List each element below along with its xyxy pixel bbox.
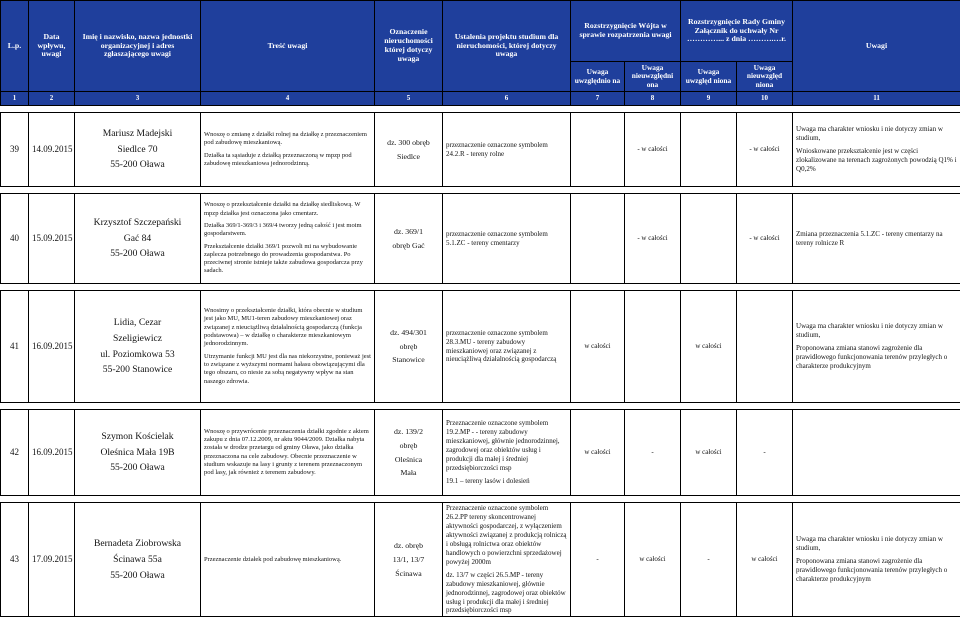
author-line: Krzysztof Szczepański	[78, 217, 197, 229]
plan-provisions	[443, 503, 571, 617]
property-line: dz. 369/1	[378, 227, 439, 237]
rada-rejected-cell: - w całości	[737, 194, 793, 284]
property-line: Siedlce	[378, 152, 439, 162]
property-line: dz. 494/301	[378, 328, 439, 338]
submission-date: 16.09.2015	[29, 410, 75, 496]
author-cell	[75, 410, 201, 496]
column-numbers-row	[1, 92, 960, 106]
spacer-cell	[1, 284, 960, 291]
author-line: 55-200 Stanowice	[78, 364, 197, 376]
author-cell	[75, 291, 201, 403]
header-remarks: Uwagi	[793, 1, 960, 92]
column-number: 8	[625, 92, 681, 106]
wojt-accepted-cell: w całości	[571, 291, 625, 403]
spacer-cell	[1, 187, 960, 194]
property-designation	[375, 291, 443, 403]
row-spacer	[1, 284, 960, 291]
remarks-cell	[793, 194, 960, 284]
row-number: 40	[1, 194, 29, 284]
author-line: Szeligiewicz	[78, 333, 197, 345]
header-wojt: Rozstrzygnięcie Wójta w sprawie rozpatrzenia uwagi	[571, 1, 681, 62]
property-line: dz. obręb	[378, 541, 439, 551]
submission-date: 16.09.2015	[29, 291, 75, 403]
plan-provisions	[443, 194, 571, 284]
row-spacer	[1, 496, 960, 503]
submission-date: 17.09.2015	[29, 503, 75, 617]
rada-rejected-cell: -	[737, 410, 793, 496]
plan-paragraph: przeznaczenie oznaczone symbolem 24.2.R - tereny rolne	[446, 141, 567, 159]
comment-content	[201, 291, 375, 403]
rada-accepted-cell: w całości	[681, 410, 737, 496]
author-line: Ścinawa 55a	[78, 554, 197, 566]
column-number: 6	[443, 92, 571, 106]
header-author: Imię i nazwisko, nazwa jednostki organizacyjnej i adres zgłaszającego uwagi	[75, 1, 201, 92]
rada-accepted-cell: w całości	[681, 291, 737, 403]
row-spacer	[1, 187, 960, 194]
wojt-rejected-cell: - w całości	[625, 113, 681, 187]
author-line: Siedlce 70	[78, 144, 197, 156]
header-wojt-accepted: Uwaga uwzględnio na	[571, 62, 625, 92]
author-cell	[75, 113, 201, 187]
comment-content	[201, 194, 375, 284]
comment-content	[201, 410, 375, 496]
property-line: dz. 139/2	[378, 427, 439, 437]
table-body	[1, 106, 960, 617]
property-line: dz. 300 obręb	[378, 138, 439, 148]
row-number: 42	[1, 410, 29, 496]
property-designation	[375, 410, 443, 496]
author-line: Lidia, Cezar	[78, 317, 197, 329]
author-cell	[75, 194, 201, 284]
author-line: Mariusz Madejski	[78, 128, 197, 140]
remarks-paragraph: Uwaga ma charakter wniosku i nie dotyczy zmian w studium,	[796, 322, 957, 340]
content-paragraph: Wnoszę o zmianę z działki rolnej na działkę z przeznaczeniem pod zabudowę mieszkaniową.	[204, 131, 371, 148]
wojt-accepted-cell: -	[571, 503, 625, 617]
column-number: 2	[29, 92, 75, 106]
header-wojt-rejected: Uwaga nieuwzględni ona	[625, 62, 681, 92]
rada-accepted-cell	[681, 113, 737, 187]
rada-rejected-cell: w całości	[737, 503, 793, 617]
author-line: 55-200 Oława	[78, 462, 197, 474]
remarks-paragraph: Proponowana zmiana stanowi zagrożenie dla prawidłowego funkcjonowania terenów przyległych o charakterze produkcyjnym	[796, 557, 957, 584]
header-content: Treść uwagi	[201, 1, 375, 92]
remarks-paragraph: Uwaga ma charakter wniosku i nie dotyczy zmian w studium,	[796, 125, 957, 143]
comment-content	[201, 503, 375, 617]
table-row	[1, 113, 960, 187]
plan-provisions	[443, 113, 571, 187]
header-date: Data wpływu, uwagi	[29, 1, 75, 92]
author-line: 55-200 Oława	[78, 248, 197, 260]
author-line: Bernadeta Ziobrowska	[78, 538, 197, 550]
author-line: Szymon Kościelak	[78, 431, 197, 443]
property-line: Mała	[378, 468, 439, 478]
header-rada-rejected: Uwaga nieuwzględ niona	[737, 62, 793, 92]
column-number: 3	[75, 92, 201, 106]
wojt-rejected-cell: w całości	[625, 503, 681, 617]
column-number: 5	[375, 92, 443, 106]
author-line: ul. Poziomkowa 53	[78, 349, 197, 361]
content-paragraph: Wnoszę o przywrócenie przeznaczenia działki zgodnie z aktem zakupu z dnia 07.12.2009, nr aktu 9044/2009. Działka nabyta została w drodze przetargu od gminy Oława, jako działka przeznaczona na cele zabudowy. Obecnie przeznaczenie w studium wskazuje na lasy i grunty z terenem przeznaczonym pod lasy, jak również z terenem zabudowy.	[204, 428, 371, 478]
property-line: Ścinawa	[378, 569, 439, 579]
spacer-cell	[1, 496, 960, 503]
property-designation	[375, 113, 443, 187]
wojt-rejected-cell: - w całości	[625, 194, 681, 284]
remarks-paragraph: Uwaga ma charakter wniosku i nie dotyczy zmian w studium,	[796, 535, 957, 553]
column-number: 9	[681, 92, 737, 106]
spacer-cell	[1, 403, 960, 410]
row-spacer	[1, 106, 960, 113]
comment-content	[201, 113, 375, 187]
remarks-cell	[793, 410, 960, 496]
property-line: Oleśnica	[378, 455, 439, 465]
author-line: Gać 84	[78, 233, 197, 245]
column-number: 1	[1, 92, 29, 106]
remarks-paragraph: Zmiana przeznaczenia 5.1.ZC - tereny cmentarzy na tereny rolnicze R	[796, 230, 957, 248]
column-number: 7	[571, 92, 625, 106]
column-number: 10	[737, 92, 793, 106]
property-designation	[375, 503, 443, 617]
content-paragraph: Przekształcenie działki 369/1 pozwoli mi na wybudowanie zaplecza potrzebnego do prowadzenia gospodarstwa. Po przeciwnej stronie istnieje także zabudowa gospodarcza przy sadach.	[204, 243, 371, 276]
content-paragraph: Przeznaczenie działek pod zabudowę mieszkaniową.	[204, 556, 371, 564]
remarks-paragraph: Proponowana zmiana stanowi zagrożenie dla prawidłowego funkcjonowania terenów przyległych o charakterze produkcyjnym	[796, 344, 957, 371]
author-cell	[75, 503, 201, 617]
row-number: 43	[1, 503, 29, 617]
property-line: Stanowice	[378, 355, 439, 365]
table-row	[1, 410, 960, 496]
plan-provisions	[443, 410, 571, 496]
wojt-accepted-cell	[571, 194, 625, 284]
property-line: 13/1, 13/7	[378, 555, 439, 565]
spacer-cell	[1, 106, 960, 113]
column-number: 4	[201, 92, 375, 106]
header-lp: L.p.	[1, 1, 29, 92]
rada-rejected-cell: - w całości	[737, 113, 793, 187]
rada-accepted-cell: -	[681, 503, 737, 617]
property-line: obręb	[378, 342, 439, 352]
property-line: obręb	[378, 441, 439, 451]
wojt-rejected-cell: -	[625, 410, 681, 496]
plan-paragraph: 19.1 – tereny lasów i dolesień	[446, 477, 567, 486]
submission-date: 14.09.2015	[29, 113, 75, 187]
rada-accepted-cell	[681, 194, 737, 284]
header-rada-accepted: Uwaga uwzględ niona	[681, 62, 737, 92]
remarks-cell	[793, 113, 960, 187]
plan-provisions	[443, 291, 571, 403]
plan-paragraph: dz. 13/7 w części 26.5.MP - tereny zabudowy mieszkaniowej, głównie jednorodzinnej, zagrodowej oraz obiektów usług i produkcji dla małej i średniej przedsiębiorczości msp	[446, 571, 567, 616]
column-number: 11	[793, 92, 960, 106]
content-paragraph: Działka 369/1-369/3 i 369/4 tworzy jedną całość i jest moim gospodarstwem.	[204, 222, 371, 239]
plan-paragraph: Przeznaczenie oznaczone symbolem 19.2.MP - - tereny zabudowy mieszkaniowej, głównie jednorodzinnej, zagrodowej oraz obiektów usług i produkcji dla małej i średniej przedsiębiorczości msp	[446, 419, 567, 473]
table-row	[1, 503, 960, 617]
property-line: obręb Gać	[378, 241, 439, 251]
wojt-rejected-cell	[625, 291, 681, 403]
author-line: 55-200 Oława	[78, 570, 197, 582]
row-number: 41	[1, 291, 29, 403]
table-row	[1, 194, 960, 284]
content-paragraph: Działka ta sąsiaduje z działką przeznaczoną w mpzp pod zabudowę mieszkaniowa jednorodzinną.	[204, 152, 371, 169]
author-line: 55-200 Oława	[78, 159, 197, 171]
plan-paragraph: Przeznaczenie oznaczone symbolem 26.2.PP tereny skoncentrowanej aktywności gospodarczej, z wyłączeniem aktywności związanej z produkcją rolniczą i obsługą rolnictwa oraz obiektów handlowych o powierzchni sprzedażowej powyżej 2000m	[446, 504, 567, 567]
remarks-paragraph: Wnioskowane przekształcenie jest w części zlokalizowane na terenach zagrożonych powodzią Q1% i Q0,2%	[796, 147, 957, 174]
content-paragraph: Wnosimy o przekształcenie działki, która obecnie w studium jest jako MU, MU1-teren zabudowy mieszkaniowej oraz związanej z nieuciążliwą działalnością gospodarczą (funkcja podstawowa) – w działkę o charakterze mieszkaniowym jednorodzinnym.	[204, 307, 371, 349]
table-row	[1, 291, 960, 403]
remarks-cell	[793, 291, 960, 403]
rada-rejected-cell	[737, 291, 793, 403]
header-property: Oznaczenie nieruchomości której dotyczy uwaga	[375, 1, 443, 92]
plan-paragraph: przeznaczenie oznaczone symbolem 28.3.MU - tereny zabudowy mieszkaniowej oraz związanej z nieuciążliwą działalnością gospodarczą	[446, 329, 567, 365]
header-rada: Rozstrzygnięcie Rady Gminy Załącznik do uchwały Nr …………... z dnia ……….…r.	[681, 1, 793, 62]
header-plan: Ustalenia projektu studium dla nieruchomości, której dotyczy uwaga	[443, 1, 571, 92]
property-designation	[375, 194, 443, 284]
wojt-accepted-cell: w całości	[571, 410, 625, 496]
row-number: 39	[1, 113, 29, 187]
wojt-accepted-cell	[571, 113, 625, 187]
submission-date: 15.09.2015	[29, 194, 75, 284]
row-spacer	[1, 403, 960, 410]
content-paragraph: Wnoszę o przekształcenie działki na działkę siedliskową. W mpzp działka jest oznaczona jako cmentarz.	[204, 201, 371, 218]
plan-paragraph: przeznaczenie oznaczone symbolem 5.1.ZC - tereny cmentarzy	[446, 230, 567, 248]
author-line: Oleśnica Mała 19B	[78, 447, 197, 459]
remarks-cell	[793, 503, 960, 617]
content-paragraph: Utrzymanie funkcji MU jest dla nas niekorzystne, ponieważ jest to związane z wyższymi normami hałasu obowiązującymi dla tego obszaru, co niesie za sobą negatywny wpływ na stan naszego zdrowia.	[204, 353, 371, 386]
